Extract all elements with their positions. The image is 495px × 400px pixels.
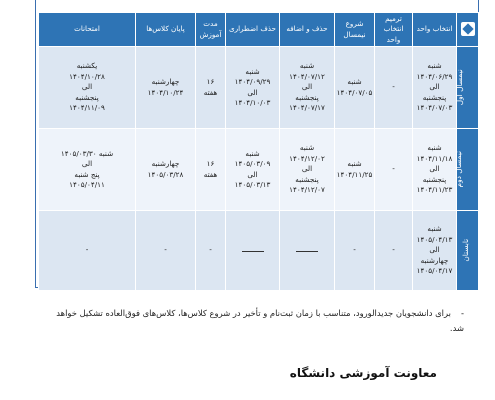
cell-duration [196, 47, 226, 129]
header-exams: امتحانات [39, 13, 136, 47]
table-row [39, 129, 479, 211]
header-semester-start: شروع نیمسال [335, 13, 375, 47]
cell-line: الی [429, 164, 440, 174]
cell-add-drop [280, 129, 335, 211]
cell-line: ۱۴۰۴/۱۱/۲۳ [416, 185, 453, 195]
cell-line: ۱۴۰۵/۰۴/۱۷ [416, 266, 453, 276]
table-header-row [39, 13, 479, 47]
cell-line: - [392, 245, 395, 255]
cell-line: شنبه [427, 224, 442, 234]
cell-line: ۱۴۰۴/۰۷/۰۳ [416, 103, 453, 113]
table-row [39, 47, 479, 129]
cell-emergency-drop [226, 47, 280, 129]
cell-line: ۱۴۰۴/۱۰/۲۸ [69, 71, 105, 81]
cell-line: - [209, 245, 212, 255]
cell-duration [196, 129, 226, 211]
cell-semester-start [335, 211, 375, 291]
cell-line: - [85, 245, 89, 255]
cell-line: ۱۴۰۴/۰۷/۱۷ [289, 103, 325, 113]
cell-line: شنبه ۱۴۰۵/۰۳/۳۰ [60, 148, 114, 158]
cell-line: شنبه [427, 61, 442, 71]
cell-line: ۱۶ [206, 159, 215, 169]
cell-line: ۱۴۰۴/۱۲/۰۲ [289, 153, 325, 163]
cell-line: ۱۴۰۵/۰۳/۲۸ [147, 169, 184, 179]
cell-line: الی [247, 169, 258, 179]
cell-registration-revision [375, 211, 413, 291]
term-label-cell [457, 211, 479, 291]
academic-calendar-table [38, 12, 479, 291]
term-label-cell [454, 47, 479, 129]
term-label-cell [454, 129, 479, 211]
cell-line: ۱۴۰۴/۱۰/۰۳ [234, 97, 271, 107]
cell-duration [196, 211, 226, 291]
cell-line: پنجشنبه [422, 92, 447, 102]
note-paragraph [52, 306, 464, 336]
cell-line: الی [429, 245, 440, 255]
cell-line: شنبه [299, 61, 315, 71]
term-label: نیمسال اول [454, 69, 464, 106]
cell-line: ۱۴۰۵/۰۴/۱۳ [416, 234, 453, 244]
cell-line: ۱۴۰۴/۱۱/۱۸ [416, 153, 453, 163]
cell-line: شنبه [245, 66, 260, 76]
empty-line [242, 251, 264, 252]
cell-classes-end [136, 129, 196, 211]
cell-line: پنجشنبه [295, 92, 319, 102]
cell-registration-revision [375, 47, 413, 129]
cell-exams [39, 211, 136, 291]
cell-line: پنج شنبه [74, 169, 100, 179]
cell-line: شنبه [427, 143, 442, 153]
cell-line: چهارشنبه [151, 77, 180, 87]
cell-line: ۱۴۰۴/۰۶/۲۹ [416, 71, 453, 81]
cell-add-drop [280, 47, 335, 129]
cell-line: هفته [203, 169, 218, 179]
cell-line: چهارشنبه [420, 255, 449, 265]
cell-exams [39, 47, 136, 129]
cell-registration-revision [375, 129, 413, 211]
cell-line: شنبه [245, 148, 260, 158]
cell-emergency-drop [226, 211, 280, 291]
cell-classes-end [136, 47, 196, 129]
cell-line: یکشنبه [76, 61, 98, 71]
cell-line: شنبه ۱۴۰۴/۰۷/۰۵ [336, 77, 373, 97]
cell-line: پنجشنبه [295, 174, 319, 184]
cell-line: - [392, 164, 395, 174]
header-registration: انتخاب واحد [413, 13, 457, 47]
cell-line: چهارشنبه [151, 159, 180, 169]
cell-line: شنبه ۱۴۰۴/۱۱/۲۵ [336, 159, 373, 179]
cell-semester-start [335, 47, 375, 129]
cell-line: ۱۴۰۴/۰۷/۱۲ [289, 71, 325, 81]
cell-line: الی [301, 164, 313, 174]
cell-line: ۱۴۰۴/۱۱/۰۹ [69, 103, 105, 113]
cell-classes-end [136, 211, 196, 291]
header-add-drop: حذف و اضافه [280, 13, 335, 47]
cell-line: - [392, 82, 395, 92]
cell-line: ۱۴۰۵/۰۴/۱۱ [69, 179, 105, 189]
header-emergency-drop: حذف اضطراری [226, 13, 280, 47]
cell-line: هفته [203, 87, 218, 97]
cell-emergency-drop [226, 129, 280, 211]
cell-exams [39, 129, 136, 211]
cell-line: ۱۴۰۵/۰۳/۰۹ [234, 159, 271, 169]
cell-line: ۱۴۰۴/۰۹/۲۹ [234, 77, 271, 87]
cell-line: پنجشنبه [422, 174, 447, 184]
cell-line: ۱۴۰۴/۱۰/۲۴ [147, 87, 184, 97]
note-bullet: - [460, 308, 464, 318]
header-classes-end: پایان کلاس‌ها [136, 13, 196, 47]
cell-line: ۱۴۰۵/۰۳/۱۳ [234, 179, 271, 189]
note-text: برای دانشجویان جدیدالورود، متناسب با زمان ثبت‌نام و تأخیر در شروع کلاس‌ها، کلاس‌های فوق‌العاده تشکیل خواهد شد. [56, 308, 464, 333]
cell-line: الی [81, 159, 93, 169]
cell-line: الی [301, 82, 313, 92]
cell-line: الی [429, 82, 440, 92]
cell-line: ۱۶ [206, 77, 215, 87]
cell-line: الی [81, 82, 93, 92]
cell-semester-start [335, 129, 375, 211]
cell-add-drop [280, 211, 335, 291]
logo-cell [457, 13, 479, 47]
university-logo-icon [461, 22, 475, 36]
cell-line: الی [247, 87, 258, 97]
cell-line: - [164, 245, 167, 255]
term-label: نیمسال دوم [454, 151, 464, 188]
table-row [39, 211, 479, 291]
cell-line: - [353, 245, 356, 255]
cell-line: شنبه [299, 143, 315, 153]
empty-line [296, 251, 318, 252]
cell-registration [413, 211, 457, 291]
term-label: تابستان [461, 239, 471, 262]
header-registration-revision: ترمیم انتخاب واحد [375, 13, 413, 47]
cell-line: پنجشنبه [75, 92, 99, 102]
signature-title: معاونت آموزشی دانشگاه [289, 366, 437, 380]
header-duration: مدت آموزش [196, 13, 226, 47]
cell-line: ۱۴۰۴/۱۲/۰۷ [289, 185, 325, 195]
